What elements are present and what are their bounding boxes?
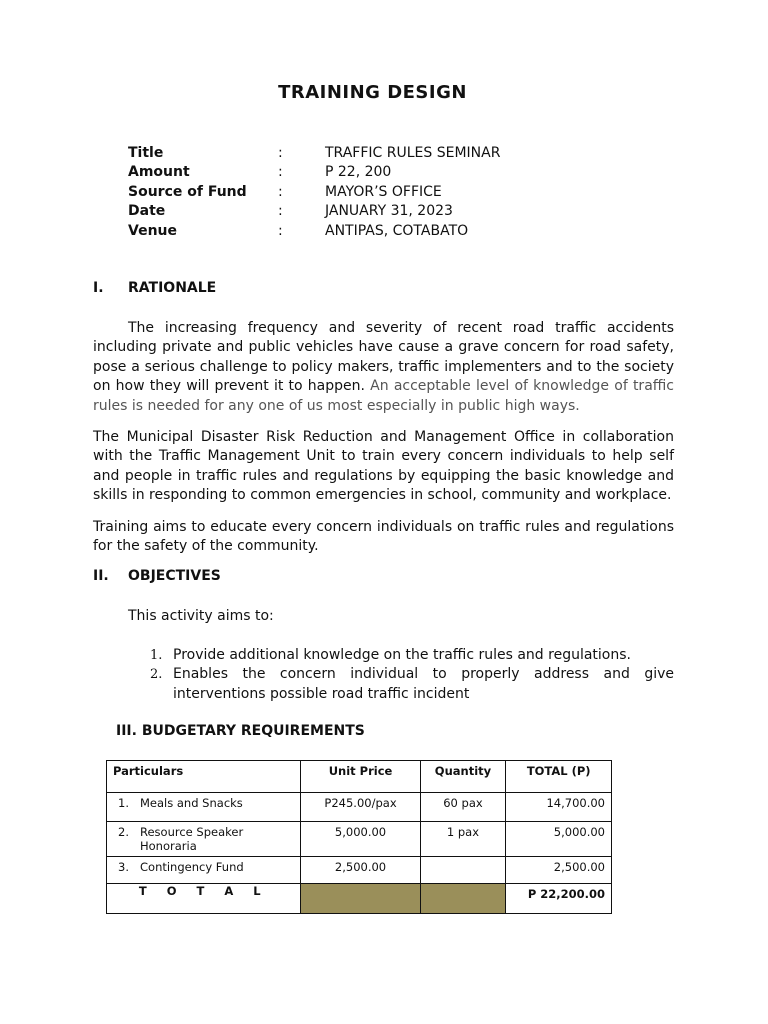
shaded-cell <box>301 884 420 914</box>
info-separator: : <box>278 203 283 220</box>
quantity-cell: 1 pax <box>420 822 506 857</box>
info-label: Source of Fund <box>128 183 247 200</box>
row-number: 1. <box>118 796 129 810</box>
info-separator: : <box>278 145 283 161</box>
total-label: T O T A L <box>107 884 301 914</box>
objective-text: Provide additional knowledge on the traffic rules and regulations. <box>173 647 631 663</box>
total-row <box>107 884 612 914</box>
info-row-title <box>128 144 688 163</box>
info-label: Venue <box>128 222 177 239</box>
objective-text: Enables the concern individual to properly address and give interventions possible road traffic incident <box>173 666 674 702</box>
grand-total-value: P 22,200.00 <box>506 884 612 914</box>
section-number-objectives: II. <box>93 568 109 584</box>
particular-text: Meals and Snacks <box>140 796 243 810</box>
info-separator: : <box>278 222 283 239</box>
objective-item <box>150 646 674 665</box>
info-value: MAYOR’S OFFICE <box>325 183 442 200</box>
info-label: Amount <box>128 164 190 181</box>
row-number: 3. <box>118 860 129 874</box>
objective-number: 2. <box>150 667 163 683</box>
info-row-venue <box>128 222 688 241</box>
section-title-objectives: OBJECTIVES <box>128 568 221 584</box>
header-unit-price: Unit Price <box>301 761 420 793</box>
info-value: TRAFFIC RULES SEMINAR <box>325 145 501 161</box>
objective-item <box>150 665 674 704</box>
budget-header-row <box>107 761 612 793</box>
unit-price-cell: P245.00/pax <box>301 793 420 822</box>
rationale-paragraph-2: The Municipal Disaster Risk Reduction and Management Office in collaboration with the Traffic Management Unit to train every concern individuals to help self and people in traffic rules and regulations by equipping the basic knowledge and skills in responding to common emergencies in school, community and workplace. <box>93 429 674 504</box>
table-row <box>107 857 612 884</box>
document-title: TRAINING DESIGN <box>278 82 467 103</box>
total-cell: 14,700.00 <box>506 793 612 822</box>
unit-price-cell: 5,000.00 <box>301 822 420 857</box>
rationale-paragraph-3: Training aims to educate every concern individuals on traffic rules and regulations for the safety of the community. <box>93 519 674 555</box>
info-label: Date <box>128 203 166 220</box>
total-cell: 2,500.00 <box>506 857 612 884</box>
info-row-amount <box>128 163 688 182</box>
section-number-rationale: I. <box>93 280 104 296</box>
particular-text: Resource Speaker Honoraria <box>140 825 244 853</box>
section-title-budget: III. BUDGETARY REQUIREMENTS <box>116 723 365 739</box>
info-separator: : <box>278 164 283 181</box>
objectives-list <box>150 646 674 704</box>
info-value: ANTIPAS, COTABATO <box>325 222 469 239</box>
budget-table <box>106 760 612 914</box>
table-row <box>107 822 612 857</box>
info-block <box>128 144 688 241</box>
objective-number: 1. <box>150 648 163 663</box>
info-separator: : <box>278 183 283 200</box>
particular-cell <box>107 857 301 884</box>
section-title-rationale: RATIONALE <box>128 280 217 296</box>
info-row-source-of-fund <box>128 183 688 202</box>
rationale-paragraph-1 <box>93 319 674 416</box>
particular-cell <box>107 822 301 857</box>
objectives-intro: This activity aims to: <box>128 608 274 624</box>
header-particulars: Particulars <box>107 761 301 793</box>
info-label: Title <box>128 145 164 161</box>
info-value: JANUARY 31, 2023 <box>325 203 453 220</box>
quantity-cell <box>420 857 506 884</box>
rationale-paragraph-1-tail: An acceptable level of knowledge of traffic rules is needed for any one of us most especially in public high ways. <box>93 378 675 414</box>
quantity-cell: 60 pax <box>420 793 506 822</box>
particular-cell <box>107 793 301 822</box>
table-row <box>107 793 612 822</box>
info-row-date <box>128 202 688 221</box>
header-total: TOTAL (P) <box>506 761 612 793</box>
unit-price-cell: 2,500.00 <box>301 857 420 884</box>
row-number: 2. <box>118 825 129 839</box>
shaded-cell <box>420 884 506 914</box>
header-quantity: Quantity <box>420 761 506 793</box>
particular-text: Contingency Fund <box>140 860 244 874</box>
info-value: P 22, 200 <box>325 164 392 181</box>
rationale-paragraph-1-main: The increasing frequency and severity of recent road traffic accidents including private and public vehicles have cause a grave concern for road safety, pose a serious challenge to policy makers, traffic implementers and to the society on how they will prevent it to happen. <box>93 320 674 395</box>
total-cell: 5,000.00 <box>506 822 612 857</box>
